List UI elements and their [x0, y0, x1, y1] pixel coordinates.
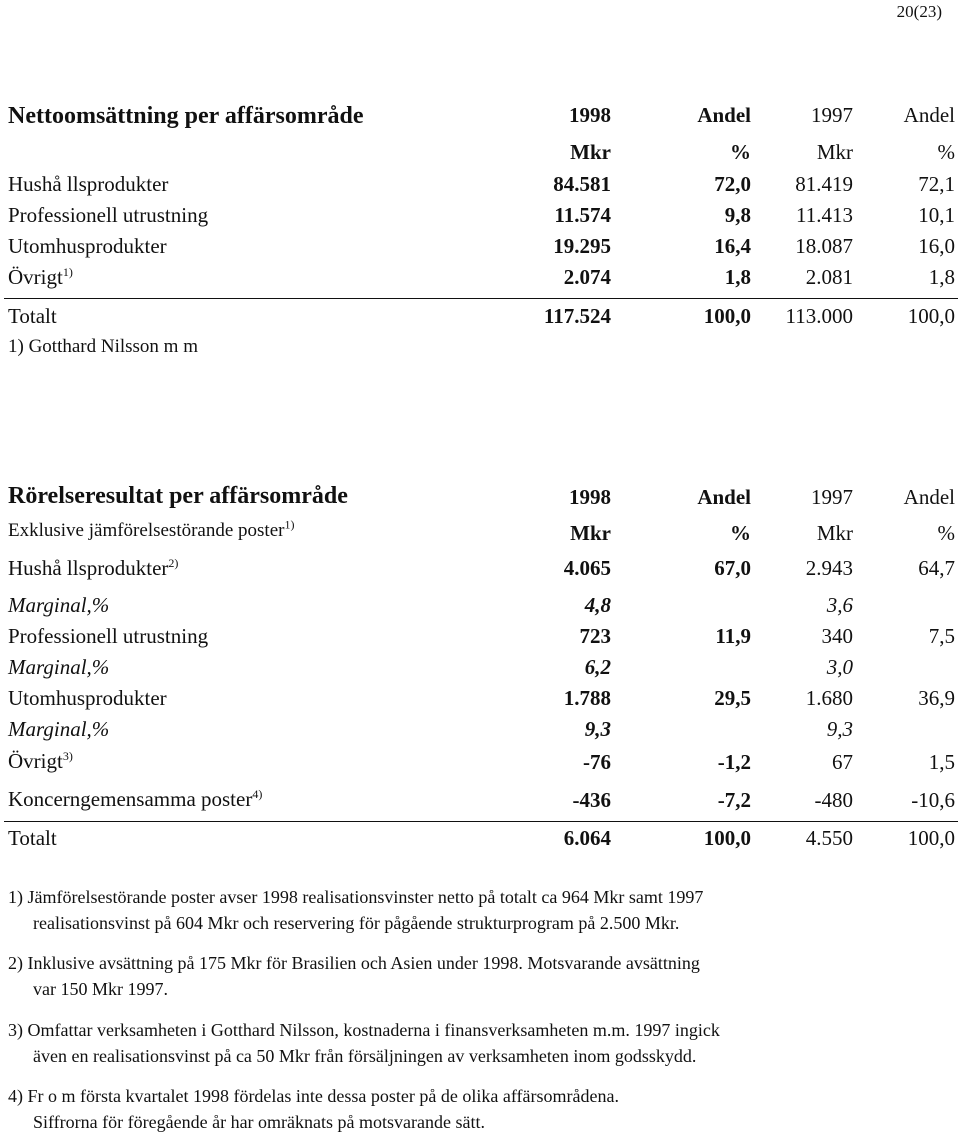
- cell-value-1997: 2.943: [805, 556, 853, 580]
- cell-share-1997: 36,9: [918, 686, 955, 710]
- table2-total-rule: [4, 821, 958, 822]
- table2-header-a1: Andel: [697, 485, 751, 509]
- footnote-text: 3) Omfattar verksamheten i Gotthard Nilsson, kostnaderna i finansverksamheten m.m. 1997 ingick: [8, 1020, 720, 1040]
- total-label: Totalt: [8, 826, 57, 850]
- table1-unit-a2: %: [937, 140, 955, 164]
- row-label: Hushå llsprodukter: [8, 172, 169, 196]
- total-share-1998: 100,0: [703, 826, 751, 850]
- table2-unit-y2: Mkr: [816, 521, 853, 545]
- cell-share-1997: 10,1: [918, 203, 955, 227]
- cell-value-1998: 11.574: [554, 203, 611, 227]
- cell-value-1998: 19.295: [553, 234, 611, 258]
- cell-share-1997: -10,6: [911, 788, 955, 812]
- cell-share-1998: 9,8: [724, 203, 751, 227]
- footnote-text-continued: även en realisationsvinst på ca 50 Mkr från försäljningen av verksamheten inom godsskydd.: [33, 1046, 697, 1066]
- cell-value-1997: 18.087: [795, 234, 853, 258]
- cell-share-1997: 72,1: [918, 172, 955, 196]
- cell-value-1997: 1.680: [805, 686, 853, 710]
- table2-unit-a1: %: [730, 521, 751, 545]
- cell-value-1997: 67: [832, 750, 853, 774]
- table2-header-a2: Andel: [903, 485, 955, 509]
- cell-share-1998: 72,0: [714, 172, 751, 196]
- row-label: Hushå llsprodukter$^{2)}$: [8, 556, 179, 580]
- cell-share-1998: 16,4: [714, 234, 751, 258]
- row-label: Professionell utrustning: [8, 624, 209, 648]
- cell-share-1998: -1,2: [717, 750, 751, 774]
- row-label: Marginal,%: [8, 593, 110, 617]
- table2-title: Rörelseresultat per affärsområde: [8, 483, 348, 509]
- footnote-ref: 4): [252, 787, 263, 801]
- cell-share-1998: 67,0: [714, 556, 751, 580]
- cell-value-1997: 11.413: [796, 203, 853, 227]
- row-label: Övrigt$^{1)}$: [8, 265, 73, 289]
- footnote-text-continued: Siffrorna för föregående år har omräknats på motsvarande sätt.: [33, 1112, 485, 1132]
- footnote-ref: 2): [168, 556, 179, 570]
- row-label: Marginal,%: [8, 655, 110, 679]
- cell-value-1998: -436: [572, 788, 611, 812]
- footnote-ref: 3): [62, 749, 73, 763]
- table2-header-y2: 1997: [811, 485, 853, 509]
- cell-value-1997: 2.081: [805, 265, 853, 289]
- row-label: Utomhusprodukter: [8, 234, 167, 258]
- total-share-1997: 100,0: [907, 304, 955, 328]
- table1-unit-y1: Mkr: [570, 140, 611, 164]
- table1-header-y2: 1997: [811, 103, 853, 127]
- footnote-4: [8, 1083, 619, 1135]
- cell-share-1998: 1,8: [724, 265, 751, 289]
- total-share-1997: 100,0: [907, 826, 955, 850]
- table1-unit-a1: %: [730, 140, 751, 164]
- total-value-1998: 6.064: [563, 826, 611, 850]
- row-label: Övrigt$^{3)}$: [8, 749, 73, 773]
- cell-value-1998: 1.788: [563, 686, 611, 710]
- cell-margin-1998: 4,8: [584, 593, 611, 617]
- table1-header-a1: Andel: [697, 103, 751, 127]
- total-value-1997: 113.000: [785, 304, 853, 328]
- row-label: Marginal,%: [8, 717, 110, 741]
- page-number: 20(23): [896, 2, 942, 21]
- cell-value-1998: 84.581: [553, 172, 611, 196]
- cell-share-1998: 11,9: [715, 624, 751, 648]
- total-share-1998: 100,0: [703, 304, 751, 328]
- total-value-1998: 117.524: [543, 304, 611, 328]
- cell-value-1998: 723: [579, 624, 611, 648]
- footnote-text-continued: var 150 Mkr 1997.: [33, 979, 168, 999]
- cell-value-1997: 340: [821, 624, 853, 648]
- row-label: Koncerngemensamma poster$^{4)}$: [8, 787, 263, 811]
- footnote-text-continued: realisationsvinst på 604 Mkr och reservering för pågående strukturprogram på 2.500 Mkr.: [33, 913, 680, 933]
- cell-margin-1997: 9,3: [826, 717, 853, 741]
- table2-unit-a2: %: [937, 521, 955, 545]
- cell-margin-1998: 6,2: [584, 655, 611, 679]
- cell-share-1998: 29,5: [714, 686, 751, 710]
- table1-header-a2: Andel: [903, 103, 955, 127]
- cell-share-1997: 16,0: [918, 234, 955, 258]
- row-label: Professionell utrustning: [8, 203, 209, 227]
- cell-share-1997: 1,8: [928, 265, 955, 289]
- cell-margin-1997: 3,6: [826, 593, 853, 617]
- table1-unit-y2: Mkr: [816, 140, 853, 164]
- table1-title: Nettoomsättning per affärsområde: [8, 103, 364, 129]
- cell-value-1998: 4.065: [563, 556, 611, 580]
- footnote-text: 1) Jämförelsestörande poster avser 1998 realisationsvinster netto på totalt ca 964 Mkr samt 1997: [8, 887, 704, 907]
- footnote-text: 2) Inklusive avsättning på 175 Mkr för Brasilien och Asien under 1998. Motsvarande avsättning: [8, 953, 700, 973]
- row-label: Utomhusprodukter: [8, 686, 167, 710]
- cell-share-1997: 64,7: [918, 556, 955, 580]
- table1-footnote: 1) Gotthard Nilsson m m: [8, 336, 198, 357]
- cell-value-1998: 2.074: [563, 265, 611, 289]
- table2-unit-y1: Mkr: [570, 521, 611, 545]
- footnote-2: [8, 950, 700, 1002]
- footnote-1: [8, 884, 703, 936]
- cell-share-1998: -7,2: [717, 788, 751, 812]
- cell-value-1997: -480: [814, 788, 853, 812]
- total-label: Totalt: [8, 304, 57, 328]
- total-value-1997: 4.550: [805, 826, 853, 850]
- cell-margin-1998: 9,3: [584, 717, 611, 741]
- footnote-text: 4) Fr o m första kvartalet 1998 fördelas inte dessa poster på de olika affärsområdena.: [8, 1086, 619, 1106]
- footnote-ref: 1): [62, 265, 73, 279]
- footnote-ref: 1): [284, 517, 295, 532]
- cell-margin-1997: 3,0: [826, 655, 853, 679]
- cell-value-1997: 81.419: [795, 172, 853, 196]
- table2-header-y1: 1998: [569, 485, 611, 509]
- cell-value-1998: -76: [583, 750, 611, 774]
- table1-header-y1: 1998: [569, 103, 611, 127]
- footnote-3: [8, 1017, 720, 1069]
- cell-share-1997: 7,5: [928, 624, 955, 648]
- table2-subtitle: Exklusive jämförelsestörande poster$^{1)}$: [8, 517, 295, 541]
- table1-total-rule: [4, 298, 958, 299]
- cell-share-1997: 1,5: [928, 750, 955, 774]
